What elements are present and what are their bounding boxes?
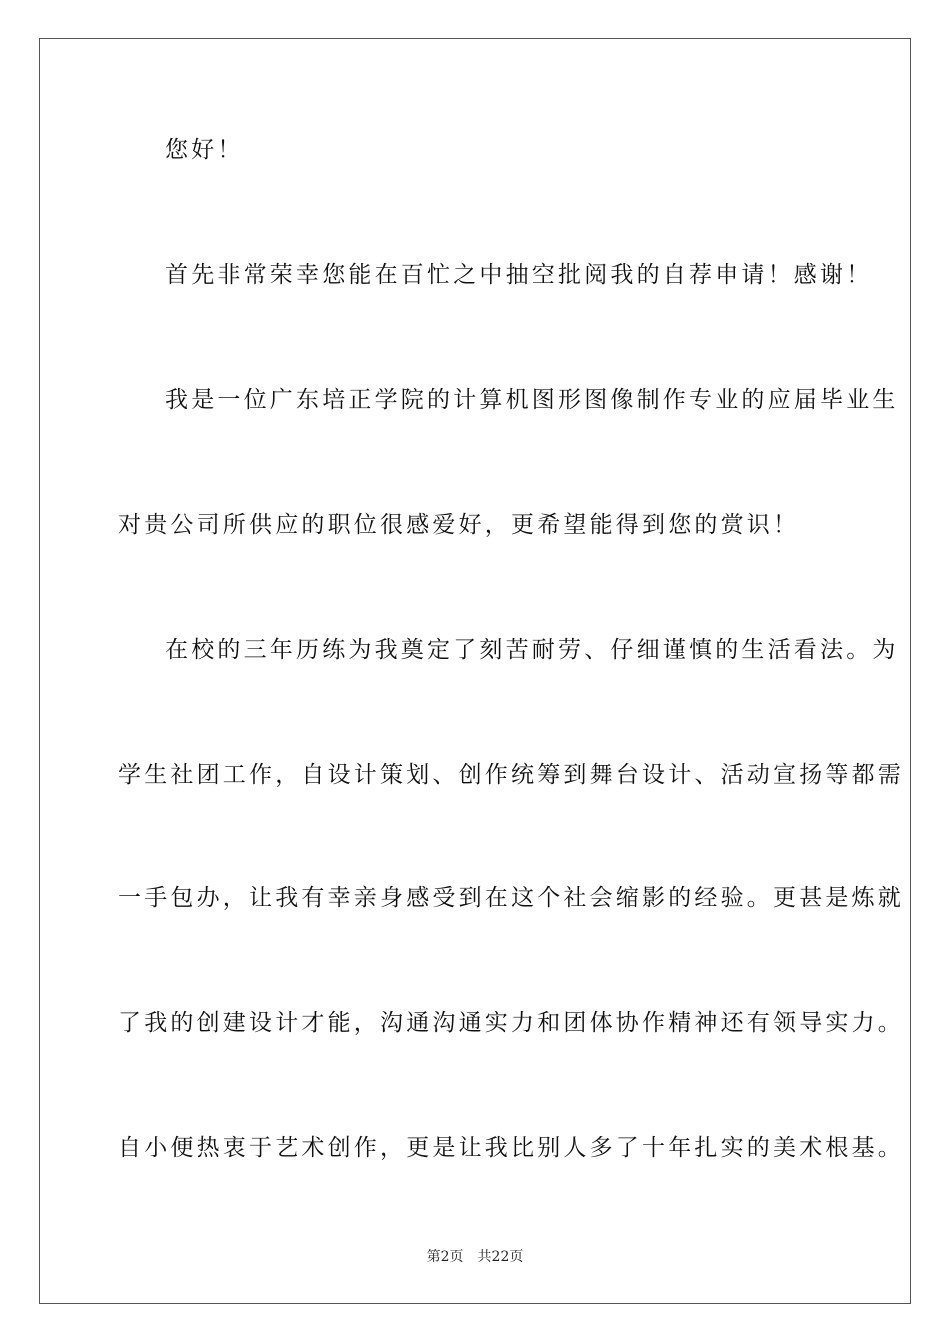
paragraph-line: 在校的三年历练为我奠定了刻苦耐劳、仔细谨慎的生活看法。为 <box>165 637 899 663</box>
paragraph-line: 对贵公司所供应的职位很感爱好，更希望能得到您的赏识！ <box>118 512 800 538</box>
paragraph-line: 自小便热衷于艺术创作，更是让我比别人多了十年扎实的美术根基。 <box>118 1135 904 1161</box>
paragraph-line: 我是一位广东培正学院的计算机图形图像制作专业的应届毕业生 <box>165 387 899 413</box>
total-pages: 共22页 <box>477 1249 524 1265</box>
page-footer <box>0 1246 950 1266</box>
paragraph-line: 一手包办，让我有幸亲身感受到在这个社会缩影的经验。更甚是炼就 <box>118 885 904 911</box>
paragraph-line: 首先非常荣幸您能在百忙之中抽空批阅我的自荐申请！感谢！ <box>165 262 873 288</box>
page-number: 第2页 <box>426 1249 464 1265</box>
paragraph-line: 学生社团工作，自设计策划、创作统筹到舞台设计、活动宣扬等都需 <box>118 762 904 788</box>
greeting-line: 您好！ <box>165 137 244 163</box>
page-border <box>39 38 911 1304</box>
paragraph-line: 了我的创建设计才能，沟通沟通实力和团体协作精神还有领导实力。 <box>118 1010 904 1036</box>
